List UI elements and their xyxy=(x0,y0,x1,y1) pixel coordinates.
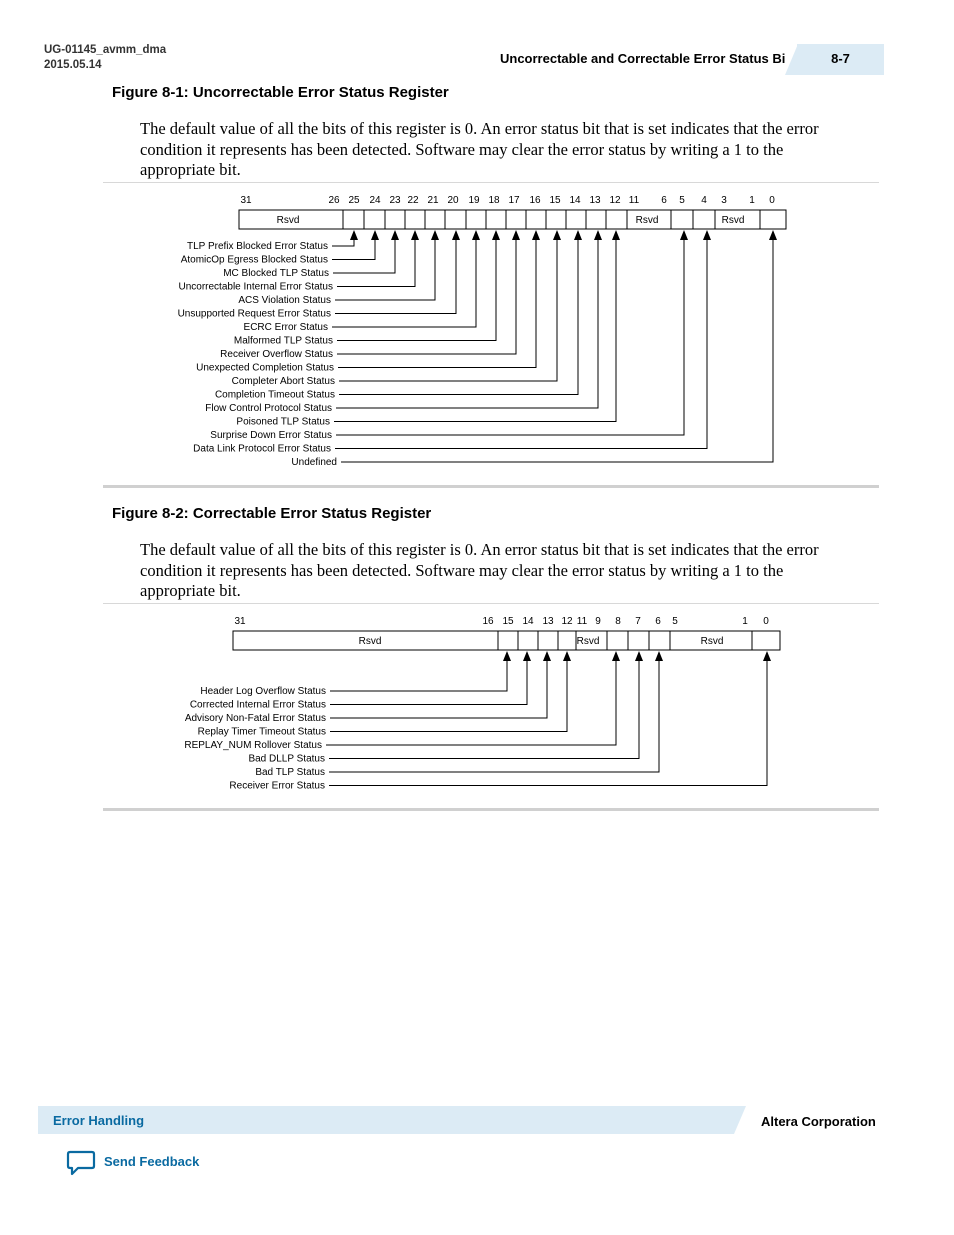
leader-line xyxy=(329,660,767,786)
leader-line xyxy=(329,660,639,759)
leader-line xyxy=(335,239,707,449)
figure2-bottom-rule xyxy=(103,808,879,811)
field-label: Receiver Overflow Status xyxy=(220,349,333,360)
field-label: Corrected Internal Error Status xyxy=(189,699,326,711)
arrow-head xyxy=(411,230,419,240)
bit-number: 6 xyxy=(661,195,667,206)
field-label: Data Link Protocol Error Status xyxy=(193,443,331,455)
bit-number: 11 xyxy=(628,195,640,206)
arrow-head xyxy=(512,230,520,240)
bit-number: 11 xyxy=(576,616,588,627)
arrow-head xyxy=(563,651,571,661)
bit-number: 7 xyxy=(635,616,641,627)
arrow-head xyxy=(452,230,460,240)
doc-id: UG-01145_avmm_dma xyxy=(44,44,167,56)
arrow-head xyxy=(543,651,551,661)
bit-number: 6 xyxy=(655,616,661,627)
figure1-bottom-rule xyxy=(103,485,879,488)
figure2-register-diagram xyxy=(0,608,954,800)
leader-line xyxy=(336,239,598,408)
bit-number: 31 xyxy=(234,616,246,627)
arrow-head xyxy=(635,651,643,661)
bit-number: 14 xyxy=(569,195,581,206)
field-label: AtomicOp Egress Blocked Status xyxy=(180,254,328,266)
bit-number: 24 xyxy=(369,195,381,206)
bit-number: 12 xyxy=(609,195,621,206)
leader-line xyxy=(337,239,516,354)
bit-number: 13 xyxy=(542,616,554,627)
field-label: Receiver Error Status xyxy=(229,780,325,792)
arrow-head xyxy=(594,230,602,240)
leader-line xyxy=(337,239,496,341)
bit-number: 0 xyxy=(769,195,775,206)
field-label: Uncorrectable Internal Error Status xyxy=(178,281,333,293)
field-label: Bad TLP Status xyxy=(255,767,325,778)
field-label: Bad DLLP Status xyxy=(248,753,325,765)
leader-line xyxy=(329,660,659,772)
leader-line xyxy=(330,660,547,718)
leader-line xyxy=(326,660,616,745)
bit-number: 23 xyxy=(389,195,401,206)
arrow-head xyxy=(612,651,620,661)
field-label: TLP Prefix Blocked Error Status xyxy=(187,241,328,252)
bit-number: 20 xyxy=(447,195,459,206)
bit-number: 0 xyxy=(763,616,769,627)
bit-number: 8 xyxy=(615,616,621,627)
field-label: Poisoned TLP Status xyxy=(236,416,330,428)
bit-number: 26 xyxy=(328,195,340,206)
field-label: REPLAY_NUM Rollover Status xyxy=(184,740,322,751)
bit-number: 1 xyxy=(749,195,755,206)
leader-line xyxy=(339,239,578,395)
field-label: Flow Control Protocol Status xyxy=(205,403,332,414)
leader-line xyxy=(330,660,567,732)
arrow-head xyxy=(680,230,688,240)
figure2-top-rule xyxy=(103,603,879,604)
figure1-description: The default value of all the bits of this register is 0. An error status bit that is set indicates that the error condition it represents has been detected. Software may clear the error status by writing a 1 to the appropriate bit. xyxy=(140,119,819,179)
bit-number: 1 xyxy=(742,616,748,627)
doc-date: 2015.05.14 xyxy=(44,59,102,71)
bit-number: 17 xyxy=(508,195,520,206)
bit-number: 15 xyxy=(502,616,514,627)
field-label: Header Log Overflow Status xyxy=(200,686,326,697)
register-outline xyxy=(239,210,786,229)
footer-section-link[interactable]: Error Handling xyxy=(53,1113,145,1128)
arrow-head xyxy=(492,230,500,240)
leader-line xyxy=(330,660,507,691)
bit-number: 31 xyxy=(240,195,252,206)
figure1-title: Figure 8-1: Uncorrectable Error Status Register xyxy=(112,84,449,101)
doc-id-and-date xyxy=(44,43,166,73)
rsvd-label: Rsvd xyxy=(576,636,600,647)
arrow-head xyxy=(503,651,511,661)
send-feedback-link[interactable]: Send Feedback xyxy=(104,1154,200,1169)
bit-number: 9 xyxy=(595,616,601,627)
leader-line xyxy=(335,239,435,300)
field-label: Completer Abort Status xyxy=(231,376,335,387)
field-label: Unsupported Request Error Status xyxy=(177,308,331,320)
arrow-head xyxy=(532,230,540,240)
arrow-head xyxy=(655,651,663,661)
field-label: Completion Timeout Status xyxy=(214,389,335,401)
bit-number: 18 xyxy=(488,195,500,206)
footer-company: Altera Corporation xyxy=(761,1114,876,1129)
arrow-head xyxy=(523,651,531,661)
leader-line xyxy=(332,239,354,246)
arrow-head xyxy=(431,230,439,240)
bit-number: 12 xyxy=(561,616,573,627)
bit-number: 4 xyxy=(701,195,707,206)
leader-line xyxy=(333,239,395,273)
leader-line xyxy=(338,239,536,368)
arrow-head xyxy=(553,230,561,240)
bit-number: 15 xyxy=(549,195,561,206)
figure2-title: Figure 8-2: Correctable Error Status Register xyxy=(112,505,432,522)
rsvd-label: Rsvd xyxy=(721,215,745,226)
arrow-head xyxy=(703,230,711,240)
rsvd-label: Rsvd xyxy=(358,636,382,647)
footer-bar-corner xyxy=(734,1106,746,1134)
field-label: Unexpected Completion Status xyxy=(196,362,334,374)
arrow-head xyxy=(371,230,379,240)
rsvd-label: Rsvd xyxy=(276,215,300,226)
field-label: ECRC Error Status xyxy=(243,322,328,333)
field-label: Malformed TLP Status xyxy=(233,335,333,347)
leader-line xyxy=(336,239,684,435)
leader-line xyxy=(330,660,527,705)
header-section-title: Uncorrectable and Correctable Error Status Bits xyxy=(500,51,797,66)
arrow-head xyxy=(574,230,582,240)
arrow-head xyxy=(763,651,771,661)
field-label: ACS Violation Status xyxy=(238,295,331,306)
bit-number: 16 xyxy=(529,195,541,206)
figure2-description: The default value of all the bits of this register is 0. An error status bit that is set indicates that the error condition it represents has been detected. Software may clear the error status by writing a 1 to the appropriate bit. xyxy=(140,540,819,600)
arrow-head xyxy=(350,230,358,240)
bit-number: 14 xyxy=(522,616,534,627)
bit-number: 16 xyxy=(482,616,494,627)
speech-bubble-icon[interactable] xyxy=(66,1150,96,1181)
rsvd-label: Rsvd xyxy=(700,636,724,647)
field-label: Advisory Non-Fatal Error Status xyxy=(184,713,326,724)
figure1-top-rule xyxy=(103,182,879,183)
field-label: MC Blocked TLP Status xyxy=(223,268,329,279)
field-label: Undefined xyxy=(291,457,337,468)
field-label: Replay Timer Timeout Status xyxy=(197,726,326,738)
bit-number: 5 xyxy=(679,195,685,206)
field-label: Surprise Down Error Status xyxy=(210,430,332,441)
register-outline xyxy=(233,631,780,650)
bit-number: 3 xyxy=(721,195,727,206)
arrow-head xyxy=(769,230,777,240)
page-number: 8-7 xyxy=(797,44,884,75)
bit-number: 19 xyxy=(468,195,480,206)
bit-number: 5 xyxy=(672,616,678,627)
bit-number: 13 xyxy=(589,195,601,206)
arrow-head xyxy=(612,230,620,240)
rsvd-label: Rsvd xyxy=(635,215,659,226)
bit-number: 21 xyxy=(427,195,439,206)
arrow-head xyxy=(472,230,480,240)
arrow-head xyxy=(391,230,399,240)
leader-line xyxy=(339,239,557,381)
bit-number: 22 xyxy=(407,195,419,206)
figure1-register-diagram xyxy=(0,188,954,478)
bit-number: 25 xyxy=(348,195,360,206)
